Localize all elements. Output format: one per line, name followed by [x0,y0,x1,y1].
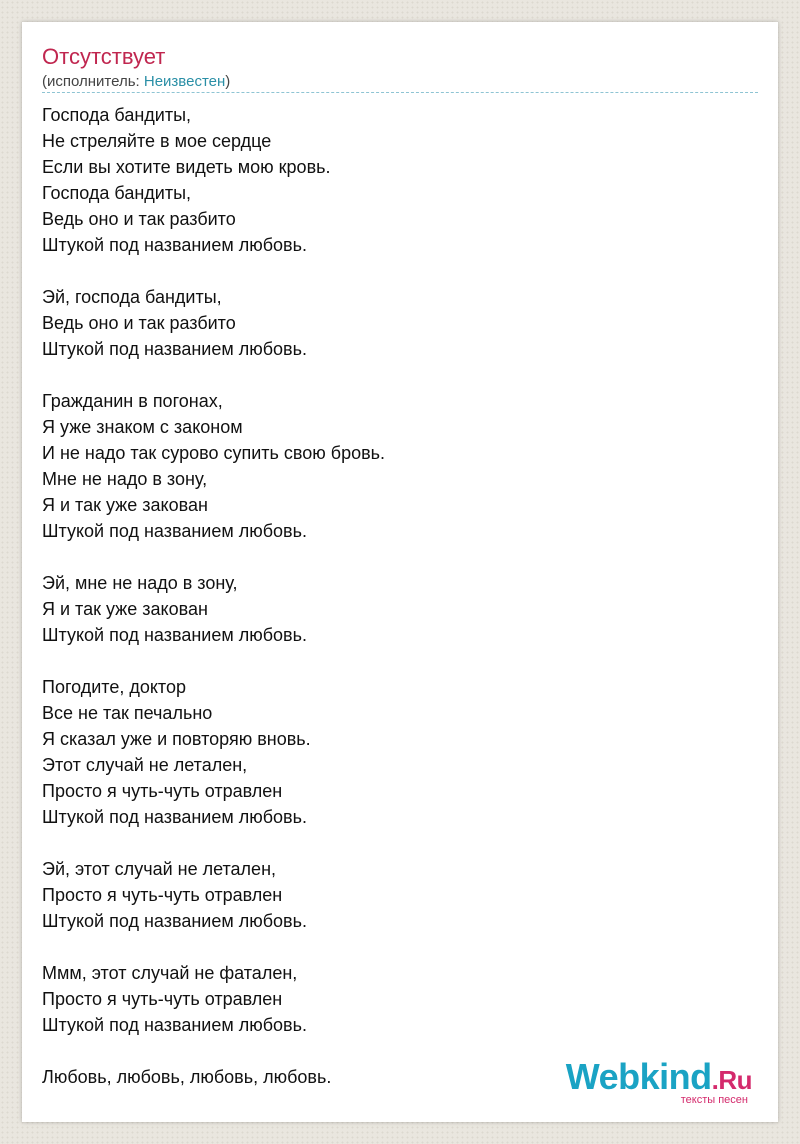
stanza-break [42,1038,385,1064]
lyric-line: Штукой под названием любовь. [42,235,307,255]
lyric-line: Ведь оно и так разбито [42,209,236,229]
lyric-line: Гражданин в погонах, [42,391,223,411]
stanza-break [42,544,385,570]
logo-tld: .Ru [711,1065,752,1095]
lyric-line: Я сказал уже и повторяю вновь. [42,729,311,749]
lyric-line: И не надо так сурово супить свою бровь. [42,443,386,463]
lyric-line: Штукой под названием любовь. [42,339,307,359]
lyrics-body [42,102,385,1090]
lyric-line: Погодите, доктор [42,677,186,697]
lyric-line: Просто я чуть-чуть отравлен [42,885,283,905]
header-divider [42,92,758,93]
lyric-line: Штукой под названием любовь. [42,807,307,827]
lyric-line: Эй, этот случай не летален, [42,859,277,879]
lyric-line: Эй, господа бандиты, [42,287,222,307]
lyric-line: Я и так уже закован [42,599,208,619]
lyric-line: Просто я чуть-чуть отравлен [42,989,283,1009]
song-title: Отсутствует [42,44,166,69]
lyric-line: Не стреляйте в мое сердце [42,131,272,151]
lyric-line: Мне не надо в зону, [42,469,208,489]
lyric-line: Я и так уже закован [42,495,208,515]
lyric-line: Любовь, любовь, любовь, любовь. [42,1067,332,1087]
artist-link[interactable]: Неизвестен [143,73,226,90]
artist-suffix: ) [225,73,231,90]
stanza-break [42,648,385,674]
artist-line [42,72,230,92]
lyric-line: Я уже знаком с законом [42,417,243,437]
webkind-logo[interactable] [565,1056,752,1106]
lyric-line: Просто я чуть-чуть отравлен [42,781,283,801]
lyric-line: Эй, мне не надо в зону, [42,573,238,593]
stanza-break [42,934,385,960]
lyric-line: Штукой под названием любовь. [42,1015,307,1035]
stanza-break [42,258,385,284]
lyric-line: Все не так печально [42,703,213,723]
lyric-line: Господа бандиты, [42,105,192,125]
lyric-line: Ммм, этот случай не фатален, [42,963,298,983]
lyric-line: Если вы хотите видеть мою кровь. [42,157,331,177]
logo-tagline: тексты песен [680,1094,748,1106]
stanza-break [42,830,385,856]
lyric-line: Ведь оно и так разбито [42,313,236,333]
lyric-line: Штукой под названием любовь. [42,911,307,931]
lyrics-sheet [22,22,778,1122]
logo-main-text: Webkind [565,1056,712,1097]
lyric-line: Штукой под названием любовь. [42,625,307,645]
stanza-break [42,362,385,388]
lyric-line: Господа бандиты, [42,183,192,203]
logo-wordmark [565,1056,752,1098]
lyric-line: Штукой под названием любовь. [42,521,307,541]
lyric-line: Этот случай не летален, [42,755,248,775]
artist-prefix: (исполнитель: [42,73,144,90]
